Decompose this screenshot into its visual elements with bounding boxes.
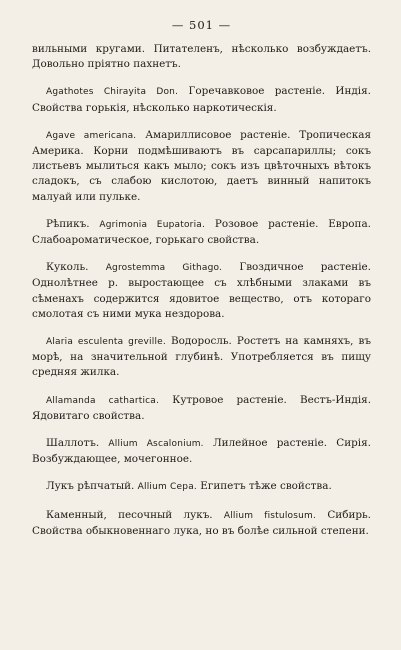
entry-latin-name: Agave americana. [46, 130, 137, 141]
entry-description: Горечавковое растеніе. Индія. Свойства горькія, нѣсколько наркотическія. [32, 85, 371, 114]
entry-paragraph [32, 334, 371, 381]
entry-common-name: Рѣпикъ. [46, 217, 90, 230]
entry-paragraph [32, 42, 371, 72]
entry-latin-name: Allium Ascalonium. [108, 439, 204, 450]
entry-description: Сибирь. Свойства обыкновеннаго лука, но въ болѣе сильной степени. [32, 508, 371, 537]
entry-paragraph [32, 479, 371, 495]
entry-description: Египетъ тѣже свойства. [200, 480, 332, 493]
entry-latin-name: Agrostemma Githago. [105, 263, 223, 274]
entry-common-name: Куколь. [46, 261, 89, 274]
entry-description: Розовое растеніе. Европа. Слабоароматическое, горькаго свойства. [32, 217, 371, 247]
entry-latin-name: Allium Cepa. [137, 482, 197, 493]
entry-paragraph [32, 128, 371, 205]
entry-latin-name: Allium fistulosum. [223, 510, 317, 521]
entry-latin-name: Allamanda cathartica. [46, 395, 160, 406]
entries-list [32, 42, 371, 539]
entry-description: Гвоздичное растеніе. Однолѣтнее р. выростающее съ хлѣбными злаками въ сѣменахъ содержится ядовитое вещество, отъ котораго смолотая съ ними мука нездорова. [32, 261, 371, 320]
entry-latin-name: Alaria esculenta greville. [46, 337, 166, 348]
entry-paragraph [32, 436, 371, 467]
entry-latin-name: Agathotes Chirayita Don. [46, 87, 179, 98]
entry-common-name: Лукъ рѣпчатый. [46, 480, 135, 493]
page-number: — 501 — [171, 18, 232, 32]
entry-paragraph [32, 217, 371, 248]
entry-paragraph [32, 260, 371, 322]
entry-description: Водоросль. Ростетъ на камняхъ, въ морѣ, на значительной глубинѣ. Употребляется въ пищу средняя жилка. [32, 335, 371, 379]
entry-common-name: Каменный, песочный лукъ. [46, 508, 213, 521]
entry-description: Лилейное растеніе. Сирія. Возбуждающее, мочегонное. [32, 437, 371, 466]
entry-description: вильными кругами. Питателенъ, нѣсколько возбуждаетъ. Довольно пріятно пахнетъ. [32, 43, 371, 71]
entry-description: Амариллисовое растеніе. Тропическая Америка. Корни подмѣшиваютъ въ сарсапариллы; сокъ листьевъ мылиться какъ мыло; сокъ изъ цвѣточныхъ вѣтокъ сладокъ, съ слабою кислотою, даетъ винный напитокъ малуай или пульке. [32, 128, 371, 203]
entry-paragraph [32, 508, 371, 539]
entry-common-name: Шаллотъ. [46, 437, 100, 450]
entry-latin-name: Agrimonia Eupatoria. [99, 219, 206, 230]
entry-paragraph [32, 84, 371, 115]
entry-description: Кутровое растеніе. Вестъ-Индія. Ядовитаго свойства. [32, 393, 371, 422]
entry-paragraph [32, 393, 371, 424]
